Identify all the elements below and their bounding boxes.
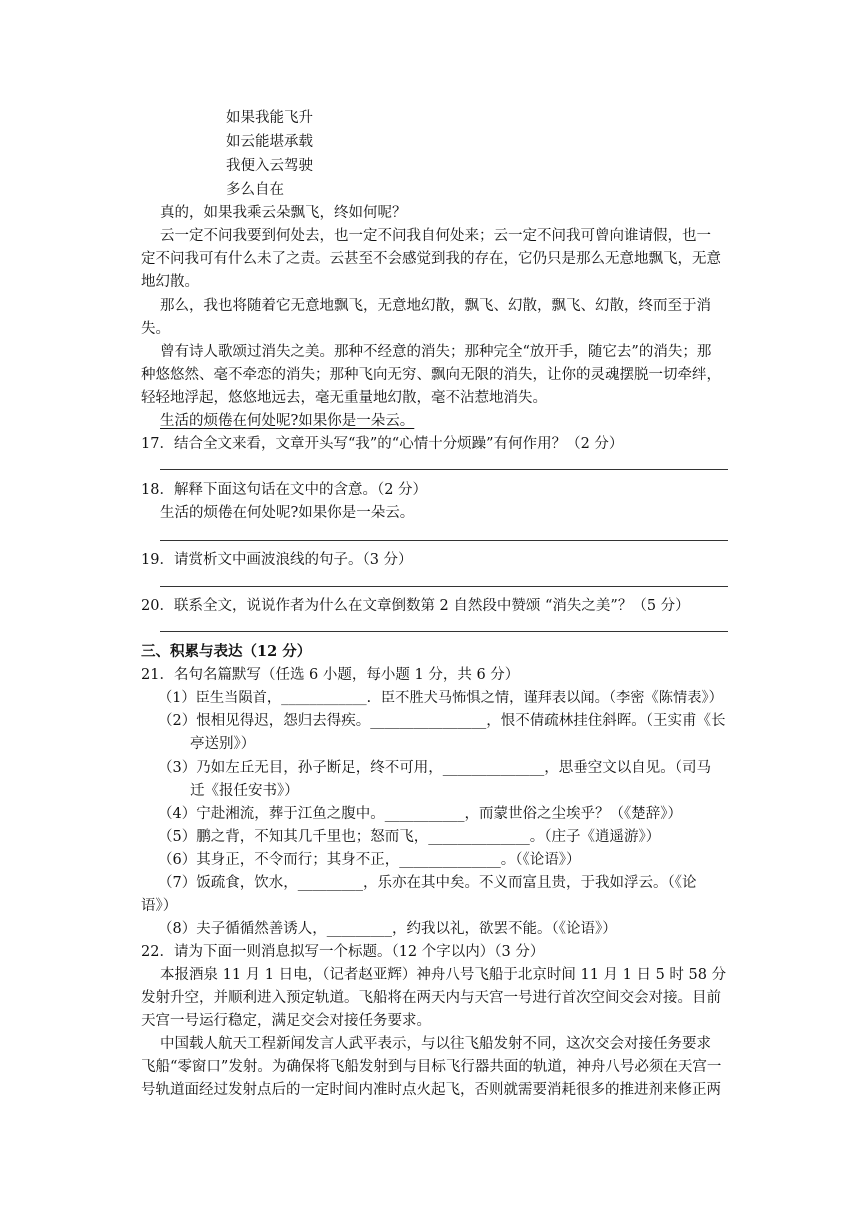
recite-item: （1）臣生当陨首，____________．臣不胜犬马怖惧之情，谨拜表以闻。（李密《陈情表》） — [158, 690, 723, 706]
news-line: 本报酒泉 11 月 1 日电，（记者赵亚辉）神舟八号飞船于北京时间 11 月 1 日 5 时 58 分 — [160, 967, 727, 983]
section-heading: 三、积累与表达（12 分） — [141, 643, 312, 660]
poem-line: 如云能堪承载 — [226, 134, 313, 150]
recite-item-cont: 亭送别》） — [190, 736, 256, 752]
question-19: 19．请赏析文中画波浪线的句子。（3 分） — [141, 552, 413, 568]
recite-item: （8）夫子循循然善诱人，_________，约我以礼，欲罢不能。（《论语》） — [158, 921, 617, 937]
recite-item-cont: 语》） — [141, 898, 178, 914]
news-line: 天宫一号运行稳定，满足交会对接任务要求。 — [141, 1013, 431, 1029]
answer-line[interactable] — [160, 540, 728, 541]
question-17: 17．结合全文来看，文章开头写“我”的“心情十分烦躁”有何作用？（2 分） — [141, 436, 624, 452]
paragraph-line: 地幻散。 — [141, 274, 199, 290]
recite-item: （4）宁赴湘流，葬于江鱼之腹中。___________，而蒙世俗之尘埃乎？（《楚辞》） — [158, 806, 682, 822]
question-20: 20．联系全文，说说作者为什么在文章倒数第 2 自然段中赞颂 “消失之美”？（5 分） — [141, 598, 690, 614]
question-22: 22．请为下面一则消息拟写一个标题。（12 个字以内）（3 分） — [141, 944, 545, 960]
wavy-sentence: 生活的烦倦在何处呢?如果你是一朵云。 — [160, 413, 415, 429]
poem-line: 如果我能飞升 — [226, 110, 313, 126]
poem-line: 多么自在 — [226, 182, 284, 198]
question-18-quote: 生活的烦倦在何处呢?如果你是一朵云。 — [160, 505, 415, 521]
paragraph-line: 种悠悠然、毫不牵恋的消失；那种飞向无穷、飘向无限的消失，让你的灵魂摆脱一切牵绊， — [141, 367, 721, 383]
news-line: 飞船“零窗口”发射。为确保将飞船发射到与目标飞行器共面的轨道，神舟八号必须在天宫一 — [141, 1059, 722, 1075]
recite-item: （2）恨相见得迟，怨归去得疾。________________，恨不倩疏林挂住斜晖。（王实甫《长 — [158, 713, 726, 729]
question-18: 18．解释下面这句话在文中的含意。（2 分） — [141, 482, 428, 498]
news-line: 发射升空，并顺利进入预定轨道。飞船将在两天内与天宫一号进行首次空间交会对接。目前 — [141, 990, 721, 1006]
answer-line[interactable] — [160, 586, 728, 587]
answer-line[interactable] — [160, 631, 728, 632]
recite-item: （7）饭疏食，饮水，_________，乐亦在其中矣。不义而富且贵，于我如浮云。（《论 — [158, 875, 697, 891]
paragraph-line: 失。 — [141, 321, 170, 337]
paragraph-line: 云一定不问我要到何处去，也一定不问我自何处来；云一定不问我可曾向谁请假，也一 — [160, 228, 711, 244]
paragraph-line: 那么，我也将随着它无意地飘飞，无意地幻散，飘飞、幻散，飘飞、幻散，终而至于消 — [160, 298, 711, 314]
paragraph-line: 曾有诗人歌颂过消失之美。那种不经意的消失；那种完全“放开手，随它去”的消失；那 — [160, 344, 712, 360]
paragraph-line: 轻轻地浮起，悠悠地远去，毫无重量地幻散，毫不沾惹地消失。 — [141, 390, 547, 406]
question-21: 21．名句名篇默写（任选 6 小题，每小题 1 分，共 6 分） — [141, 667, 520, 683]
answer-line[interactable] — [160, 469, 728, 470]
recite-item: （5）鹏之背，不知其几千里也；怒而飞，______________。（庄子《逍遥游》） — [158, 829, 661, 845]
paragraph: 真的，如果我乘云朵飘飞，终如何呢？ — [160, 205, 407, 221]
paragraph-line: 定不问我可有什么未了之责。云甚至不会感觉到我的存在，它仍只是那么无意地飘飞，无意 — [141, 251, 721, 267]
recite-item: （3）乃如左丘无目，孙子断足，终不可用，______________，思垂空文以自见。（司马 — [158, 760, 711, 776]
recite-item-cont: 迁《报任安书》） — [190, 783, 299, 799]
poem-line: 我便入云驾驶 — [226, 158, 313, 174]
news-line: 中国载人航天工程新闻发言人武平表示，与以往飞船发射不同，这次交会对接任务要求 — [160, 1036, 711, 1052]
news-line: 号轨道面经过发射点后的一定时间内准时点火起飞，否则就需要消耗很多的推进剂来修正两 — [141, 1082, 721, 1098]
recite-item: （6）其身正，不令而行；其身不正，______________。（《论语》） — [158, 852, 581, 868]
